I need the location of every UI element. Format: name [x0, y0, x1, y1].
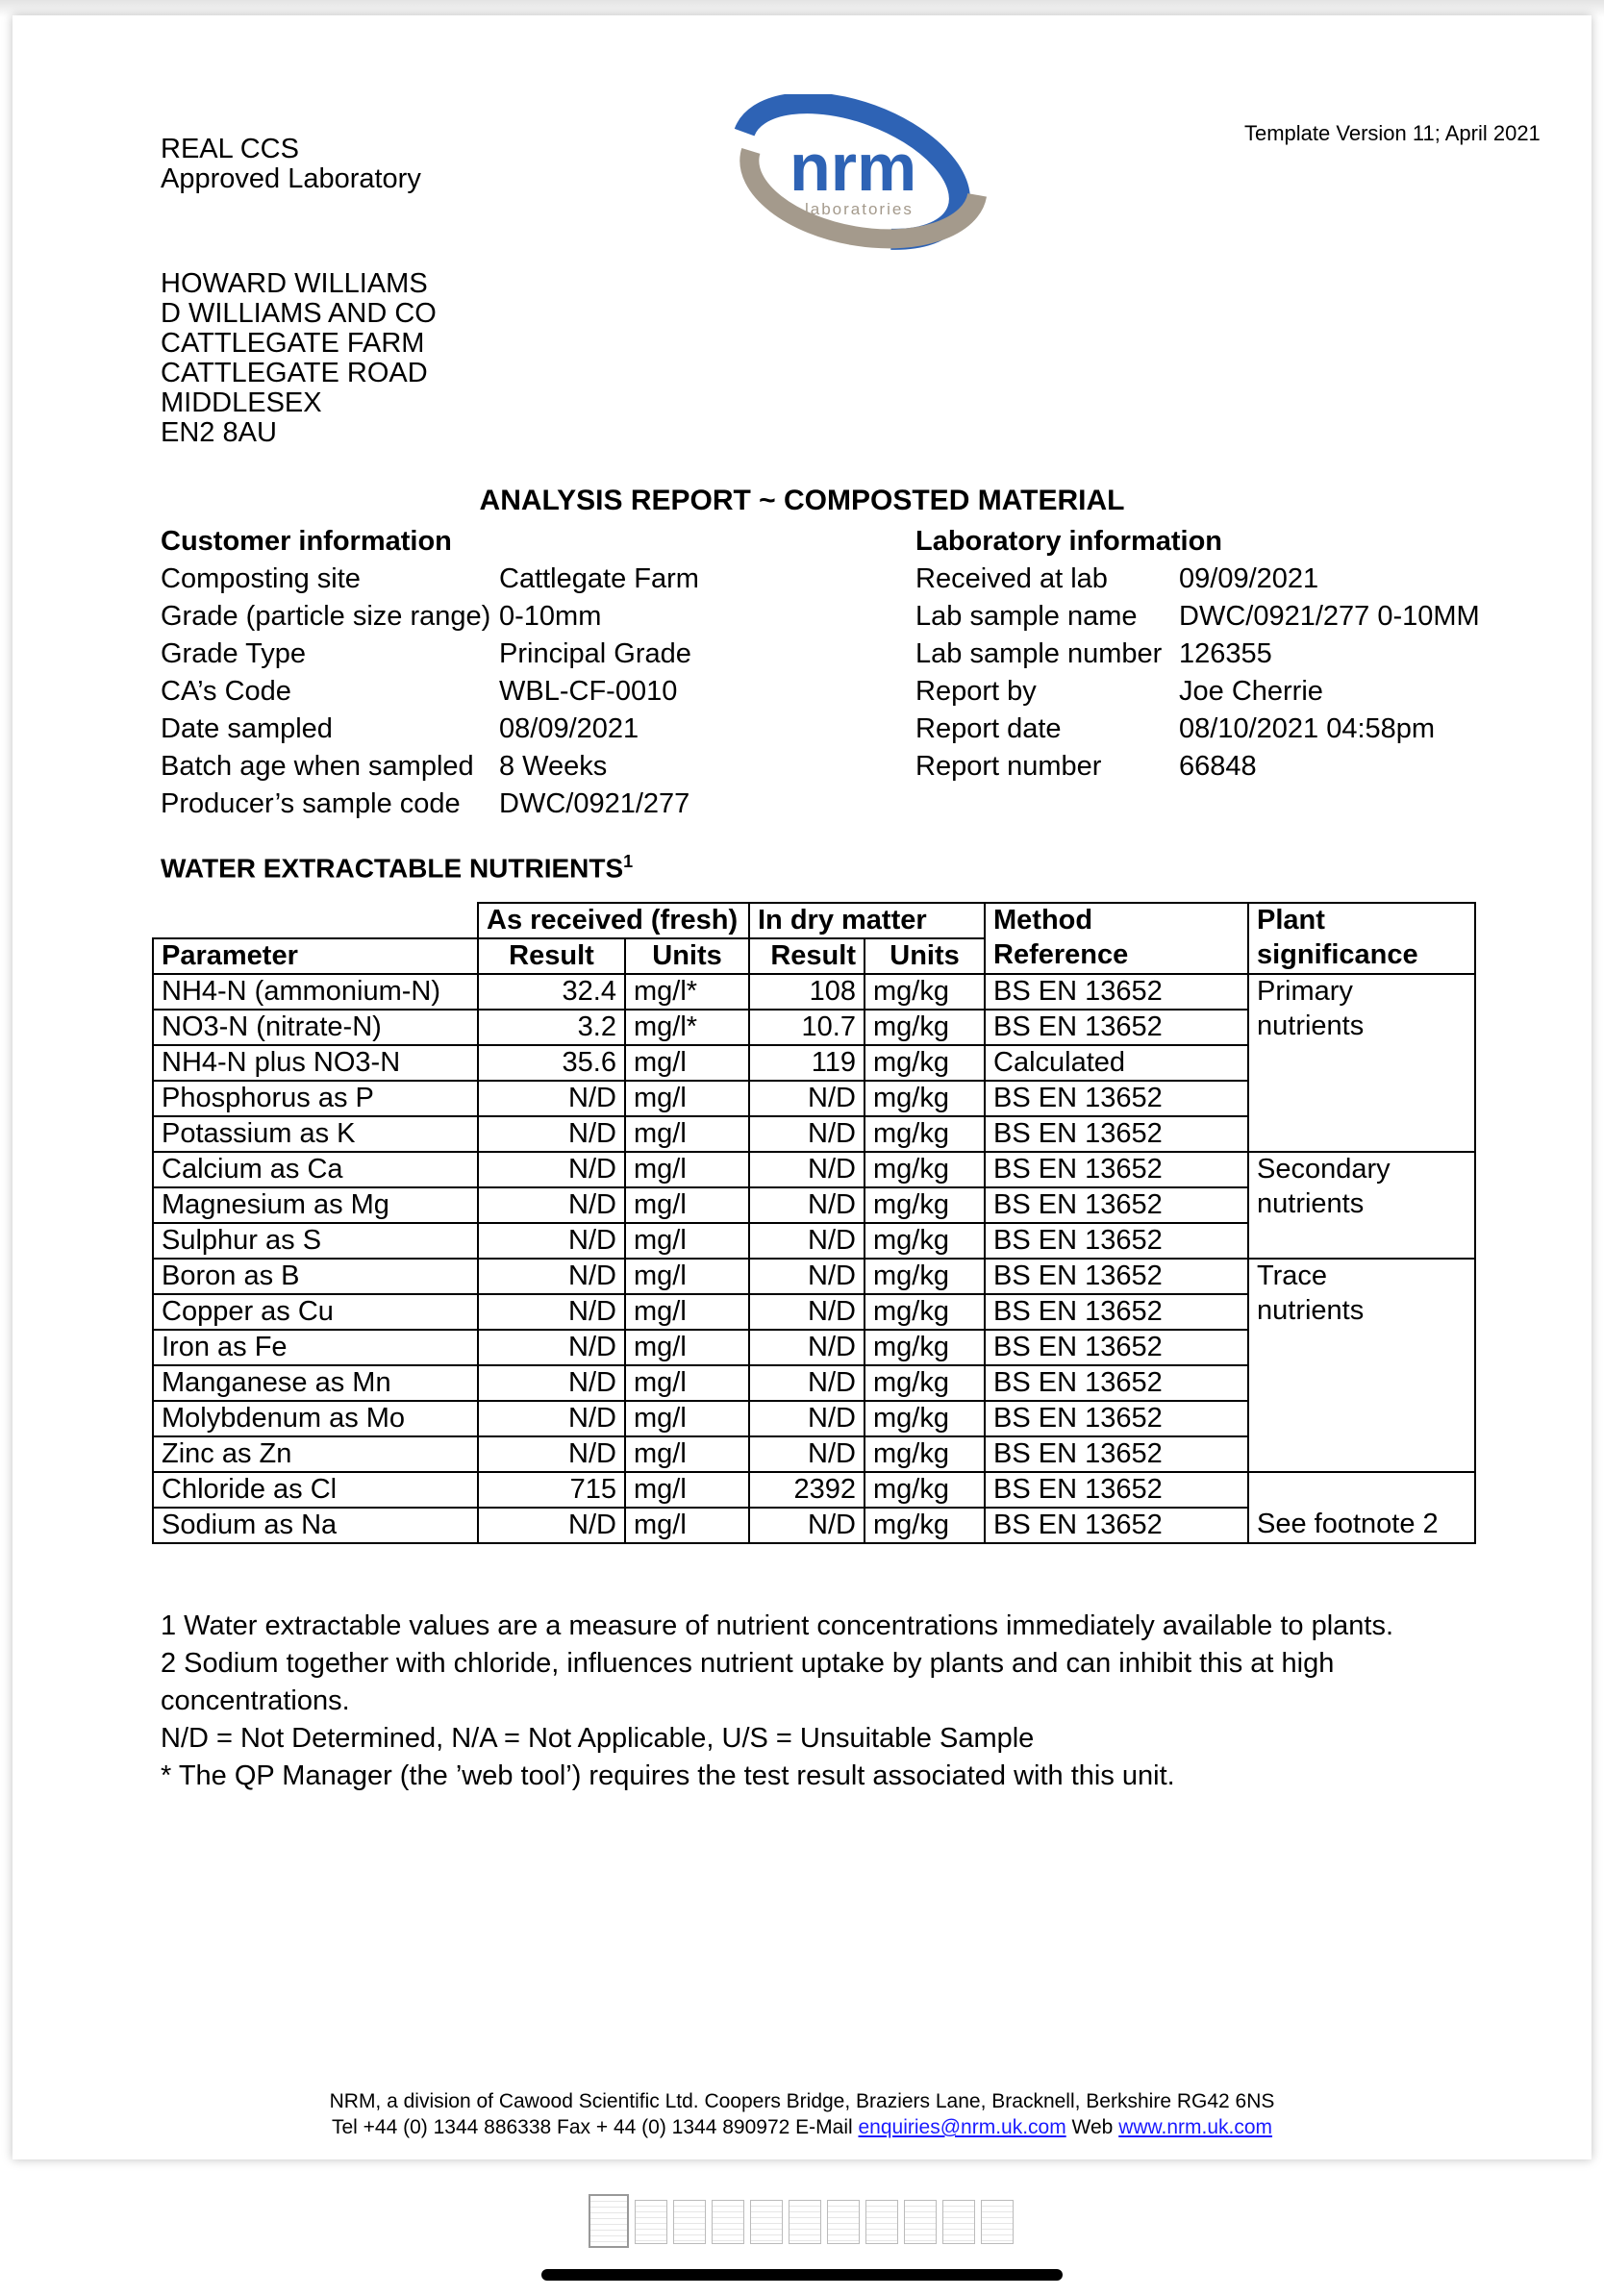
page-thumbnail[interactable] [942, 2200, 975, 2244]
result-dry-cell: N/D [749, 1259, 865, 1294]
units-dry-cell: mg/kg [865, 1330, 985, 1365]
group-dry-matter: In dry matter [749, 903, 985, 938]
logo-text: nrm [789, 130, 917, 205]
table-row [153, 1472, 1475, 1508]
method-cell: BS EN 13652 [985, 1365, 1248, 1401]
method-cell: BS EN 13652 [985, 1259, 1248, 1294]
table-row [153, 1259, 1475, 1294]
method-cell: BS EN 13652 [985, 1152, 1248, 1187]
units-dry-cell: mg/kg [865, 1508, 985, 1543]
method-cell: BS EN 13652 [985, 1010, 1248, 1045]
lab-accreditation-line-2: Approved Laboratory [161, 163, 421, 194]
result-dry-cell: N/D [749, 1081, 865, 1116]
plant-header-line2: significance [1248, 938, 1475, 974]
info-row [915, 748, 1480, 786]
units-dry-cell: mg/kg [865, 1259, 985, 1294]
plant-significance-cell [1248, 1436, 1475, 1472]
footer-contact [13, 2114, 1591, 2140]
lab-accreditation-line-1: REAL CCS [161, 134, 299, 164]
units-fresh-cell: mg/l* [625, 1010, 749, 1045]
table-row [153, 1436, 1475, 1472]
info-label: Report by [915, 676, 1037, 707]
plant-significance-cell [1248, 1472, 1475, 1508]
info-label: Date sampled [161, 713, 333, 744]
table-row [153, 1294, 1475, 1330]
info-label: Grade (particle size range) [161, 601, 491, 632]
plant-significance-cell [1248, 1401, 1475, 1436]
units-dry-cell: mg/kg [865, 1152, 985, 1187]
info-row [161, 636, 699, 673]
info-label: Grade Type [161, 638, 307, 669]
col-units-dry: Units [865, 938, 985, 974]
nrm-logo [724, 94, 1003, 258]
laboratory-info [915, 523, 1480, 786]
info-value: DWC/0921/277 [499, 788, 690, 819]
page-thumbnail[interactable] [981, 2200, 1014, 2244]
footnotes [161, 1608, 1411, 1795]
table-row [153, 1330, 1475, 1365]
units-dry-cell: mg/kg [865, 1081, 985, 1116]
result-fresh-cell: N/D [478, 1401, 625, 1436]
page-thumbnail[interactable] [635, 2200, 667, 2244]
info-row [161, 561, 699, 598]
units-fresh-cell: mg/l* [625, 974, 749, 1010]
result-dry-cell: N/D [749, 1187, 865, 1223]
parameter-cell: Sulphur as S [153, 1223, 478, 1259]
units-dry-cell: mg/kg [865, 1472, 985, 1508]
template-version: Template Version 11; April 2021 [1244, 121, 1541, 145]
info-label: Lab sample name [915, 601, 1138, 632]
parameter-cell: Molybdenum as Mo [153, 1401, 478, 1436]
col-parameter: Parameter [153, 938, 478, 974]
units-dry-cell: mg/kg [865, 974, 985, 1010]
info-label: Report date [915, 713, 1062, 744]
footer-address: NRM, a division of Cawood Scientific Ltd. Coopers Bridge, Braziers Lane, Bracknell, Berkshire RG42 6NS [329, 2090, 1275, 2112]
table-row [153, 1508, 1475, 1543]
page-thumbnail[interactable] [789, 2200, 821, 2244]
result-fresh-cell: N/D [478, 1152, 625, 1187]
address-line: MIDDLESEX [161, 387, 322, 418]
units-dry-cell: mg/kg [865, 1010, 985, 1045]
info-value: 8 Weeks [499, 751, 608, 782]
footnote-line: 1 Water extractable values are a measure of nutrient concentrations immediately available to plants. [161, 1610, 1394, 1641]
parameter-cell: Copper as Cu [153, 1294, 478, 1330]
method-cell: BS EN 13652 [985, 1081, 1248, 1116]
info-row [915, 673, 1480, 711]
result-dry-cell: N/D [749, 1152, 865, 1187]
plant-significance-cell: Secondary [1248, 1152, 1475, 1187]
info-label: Producer’s sample code [161, 788, 461, 819]
info-row [915, 711, 1480, 748]
parameter-cell: Magnesium as Mg [153, 1187, 478, 1223]
parameter-cell: Iron as Fe [153, 1330, 478, 1365]
col-result-fresh: Result [478, 938, 625, 974]
units-dry-cell: mg/kg [865, 1436, 985, 1472]
info-value: Joe Cherrie [1179, 676, 1323, 707]
units-fresh-cell: mg/l [625, 1223, 749, 1259]
plant-significance-cell: Trace [1248, 1259, 1475, 1294]
info-label: CA’s Code [161, 676, 291, 707]
result-dry-cell: N/D [749, 1508, 865, 1543]
method-cell: BS EN 13652 [985, 1330, 1248, 1365]
address-line: EN2 8AU [161, 417, 277, 448]
result-fresh-cell: N/D [478, 1365, 625, 1401]
plant-significance-cell: nutrients [1248, 1294, 1475, 1330]
email-link[interactable]: enquiries@nrm.uk.com [858, 2116, 1066, 2138]
info-row [161, 748, 699, 786]
units-fresh-cell: mg/l [625, 1187, 749, 1223]
plant-significance-cell [1248, 1330, 1475, 1365]
result-dry-cell: N/D [749, 1330, 865, 1365]
address-line: D WILLIAMS AND CO [161, 298, 437, 329]
section-title-footnote-marker: 1 [623, 852, 634, 871]
footer-phone-fax: Tel +44 (0) 1344 886338 Fax + 44 (0) 1344 890972 E-Mail [331, 2116, 859, 2138]
table-row [153, 1081, 1475, 1116]
method-cell: Calculated [985, 1045, 1248, 1081]
units-dry-cell: mg/kg [865, 1116, 985, 1152]
result-dry-cell: 2392 [749, 1472, 865, 1508]
result-dry-cell: N/D [749, 1436, 865, 1472]
units-fresh-cell: mg/l [625, 1116, 749, 1152]
result-dry-cell: 108 [749, 974, 865, 1010]
result-dry-cell: N/D [749, 1294, 865, 1330]
units-dry-cell: mg/kg [865, 1223, 985, 1259]
method-cell: BS EN 13652 [985, 1508, 1248, 1543]
lab-info-heading: Laboratory information [915, 526, 1223, 557]
info-value: 08/09/2021 [499, 713, 639, 744]
parameter-cell: Sodium as Na [153, 1508, 478, 1543]
info-value: 0-10mm [499, 601, 602, 632]
result-fresh-cell: 35.6 [478, 1045, 625, 1081]
result-dry-cell: N/D [749, 1116, 865, 1152]
page-thumbnail[interactable] [865, 2200, 898, 2244]
page-thumbnail[interactable] [904, 2200, 937, 2244]
page-thumbnail[interactable] [750, 2200, 783, 2244]
parameter-cell: NO3-N (nitrate-N) [153, 1010, 478, 1045]
table-row [153, 1116, 1475, 1152]
table-row [153, 1152, 1475, 1187]
result-fresh-cell: N/D [478, 1187, 625, 1223]
website-link[interactable]: www.nrm.uk.com [1118, 2116, 1273, 2138]
page-thumbnail[interactable] [673, 2200, 706, 2244]
table-row [153, 1365, 1475, 1401]
info-value: 126355 [1179, 638, 1272, 669]
footnote-line: N/D = Not Determined, N/A = Not Applicable, U/S = Unsuitable Sample [161, 1723, 1035, 1754]
info-value: Principal Grade [499, 638, 691, 669]
plant-header-line1: Plant [1248, 903, 1475, 938]
page-thumbnail[interactable] [827, 2200, 860, 2244]
method-cell: BS EN 13652 [985, 1436, 1248, 1472]
units-fresh-cell: mg/l [625, 1330, 749, 1365]
units-fresh-cell: mg/l [625, 1294, 749, 1330]
method-cell: BS EN 13652 [985, 1116, 1248, 1152]
table-column-header [153, 938, 1475, 974]
method-cell: BS EN 13652 [985, 974, 1248, 1010]
table-row [153, 1187, 1475, 1223]
result-fresh-cell: N/D [478, 1330, 625, 1365]
plant-significance-cell: nutrients [1248, 1010, 1475, 1045]
units-fresh-cell: mg/l [625, 1365, 749, 1401]
plant-significance-cell: See footnote 2 [1248, 1508, 1475, 1543]
info-value: DWC/0921/277 0-10MM [1179, 601, 1480, 632]
plant-significance-cell [1248, 1045, 1475, 1081]
col-result-dry: Result [749, 938, 865, 974]
info-row [161, 711, 699, 748]
result-dry-cell: 10.7 [749, 1010, 865, 1045]
result-fresh-cell: N/D [478, 1508, 625, 1543]
result-fresh-cell: N/D [478, 1294, 625, 1330]
parameter-cell: Phosphorus as P [153, 1081, 478, 1116]
method-cell: BS EN 13652 [985, 1223, 1248, 1259]
parameter-cell: Manganese as Mn [153, 1365, 478, 1401]
plant-significance-cell: nutrients [1248, 1187, 1475, 1223]
result-fresh-cell: 32.4 [478, 974, 625, 1010]
info-value: Cattlegate Farm [499, 563, 699, 594]
info-value: WBL-CF-0010 [499, 676, 678, 707]
plant-significance-cell [1248, 1116, 1475, 1152]
plant-significance-cell [1248, 1223, 1475, 1259]
parameter-cell: Zinc as Zn [153, 1436, 478, 1472]
units-fresh-cell: mg/l [625, 1152, 749, 1187]
info-label: Lab sample number [915, 638, 1163, 669]
home-indicator[interactable] [541, 2269, 1063, 2281]
nutrients-table [152, 902, 1476, 1544]
recipient-address [161, 269, 437, 448]
units-dry-cell: mg/kg [865, 1401, 985, 1436]
info-value: 66848 [1179, 751, 1257, 782]
method-cell: BS EN 13652 [985, 1187, 1248, 1223]
units-fresh-cell: mg/l [625, 1508, 749, 1543]
info-label: Report number [915, 751, 1102, 782]
units-fresh-cell: mg/l [625, 1081, 749, 1116]
result-fresh-cell: 715 [478, 1472, 625, 1508]
result-fresh-cell: N/D [478, 1116, 625, 1152]
units-fresh-cell: mg/l [625, 1259, 749, 1294]
units-dry-cell: mg/kg [865, 1294, 985, 1330]
logo-subtext: laboratories [805, 200, 914, 218]
table-row [153, 1045, 1475, 1081]
footnote-line: 2 Sodium together with chloride, influences nutrient uptake by plants and can inhibit this at high [161, 1648, 1335, 1679]
parameter-cell: Potassium as K [153, 1116, 478, 1152]
method-cell: BS EN 13652 [985, 1401, 1248, 1436]
info-value: 09/09/2021 [1179, 563, 1319, 594]
plant-significance-cell: Primary [1248, 974, 1475, 1010]
document-page[interactable] [13, 15, 1591, 2159]
units-dry-cell: mg/kg [865, 1187, 985, 1223]
report-title: ANALYSIS REPORT ~ COMPOSTED MATERIAL [479, 485, 1125, 516]
result-dry-cell: 119 [749, 1045, 865, 1081]
table-row [153, 1223, 1475, 1259]
plant-significance-cell [1248, 1081, 1475, 1116]
plant-significance-cell [1248, 1365, 1475, 1401]
table-row [153, 1010, 1475, 1045]
table-row [153, 1401, 1475, 1436]
method-cell: BS EN 13652 [985, 1472, 1248, 1508]
address-line: CATTLEGATE FARM [161, 328, 425, 359]
page-thumbnail[interactable] [589, 2194, 629, 2248]
method-header-line2: Reference [985, 938, 1248, 974]
units-dry-cell: mg/kg [865, 1045, 985, 1081]
section-title [161, 852, 633, 884]
info-row [161, 673, 699, 711]
customer-info-heading: Customer information [161, 526, 452, 557]
page-thumbnail-strip[interactable] [589, 2200, 1014, 2248]
result-fresh-cell: N/D [478, 1259, 625, 1294]
footnote-line: concentrations. [161, 1685, 350, 1716]
info-label: Composting site [161, 563, 361, 594]
units-fresh-cell: mg/l [625, 1472, 749, 1508]
info-value: 08/10/2021 04:58pm [1179, 713, 1436, 744]
address-line: CATTLEGATE ROAD [161, 358, 428, 388]
parameter-cell: Boron as B [153, 1259, 478, 1294]
page-thumbnail[interactable] [712, 2200, 744, 2244]
result-fresh-cell: N/D [478, 1081, 625, 1116]
info-row [915, 561, 1480, 598]
group-as-received: As received (fresh) [478, 903, 749, 938]
table-group-header [153, 903, 1475, 938]
result-dry-cell: N/D [749, 1401, 865, 1436]
col-units-fresh: Units [625, 938, 749, 974]
parameter-cell: NH4-N (ammonium-N) [153, 974, 478, 1010]
result-fresh-cell: N/D [478, 1223, 625, 1259]
table-row [153, 974, 1475, 1010]
section-title-text: WATER EXTRACTABLE NUTRIENTS [161, 853, 624, 884]
method-cell: BS EN 13652 [985, 1294, 1248, 1330]
info-row [915, 636, 1480, 673]
result-fresh-cell: 3.2 [478, 1010, 625, 1045]
info-row [915, 598, 1480, 636]
footer-web-label: Web [1065, 2116, 1119, 2138]
info-row [161, 598, 699, 636]
result-fresh-cell: N/D [478, 1436, 625, 1472]
parameter-cell: NH4-N plus NO3-N [153, 1045, 478, 1081]
info-label: Batch age when sampled [161, 751, 474, 782]
result-dry-cell: N/D [749, 1223, 865, 1259]
parameter-cell: Chloride as Cl [153, 1472, 478, 1508]
customer-info [161, 523, 699, 823]
page-footer [13, 2088, 1591, 2140]
units-fresh-cell: mg/l [625, 1401, 749, 1436]
parameter-cell: Calcium as Ca [153, 1152, 478, 1187]
result-dry-cell: N/D [749, 1365, 865, 1401]
units-fresh-cell: mg/l [625, 1436, 749, 1472]
info-label: Received at lab [915, 563, 1108, 594]
footnote-line: * The QP Manager (the ’web tool’) requires the test result associated with this unit. [161, 1760, 1175, 1791]
units-fresh-cell: mg/l [625, 1045, 749, 1081]
method-header-line1: Method [985, 903, 1248, 938]
address-line: HOWARD WILLIAMS [161, 268, 428, 299]
info-row [161, 786, 699, 823]
units-dry-cell: mg/kg [865, 1365, 985, 1401]
